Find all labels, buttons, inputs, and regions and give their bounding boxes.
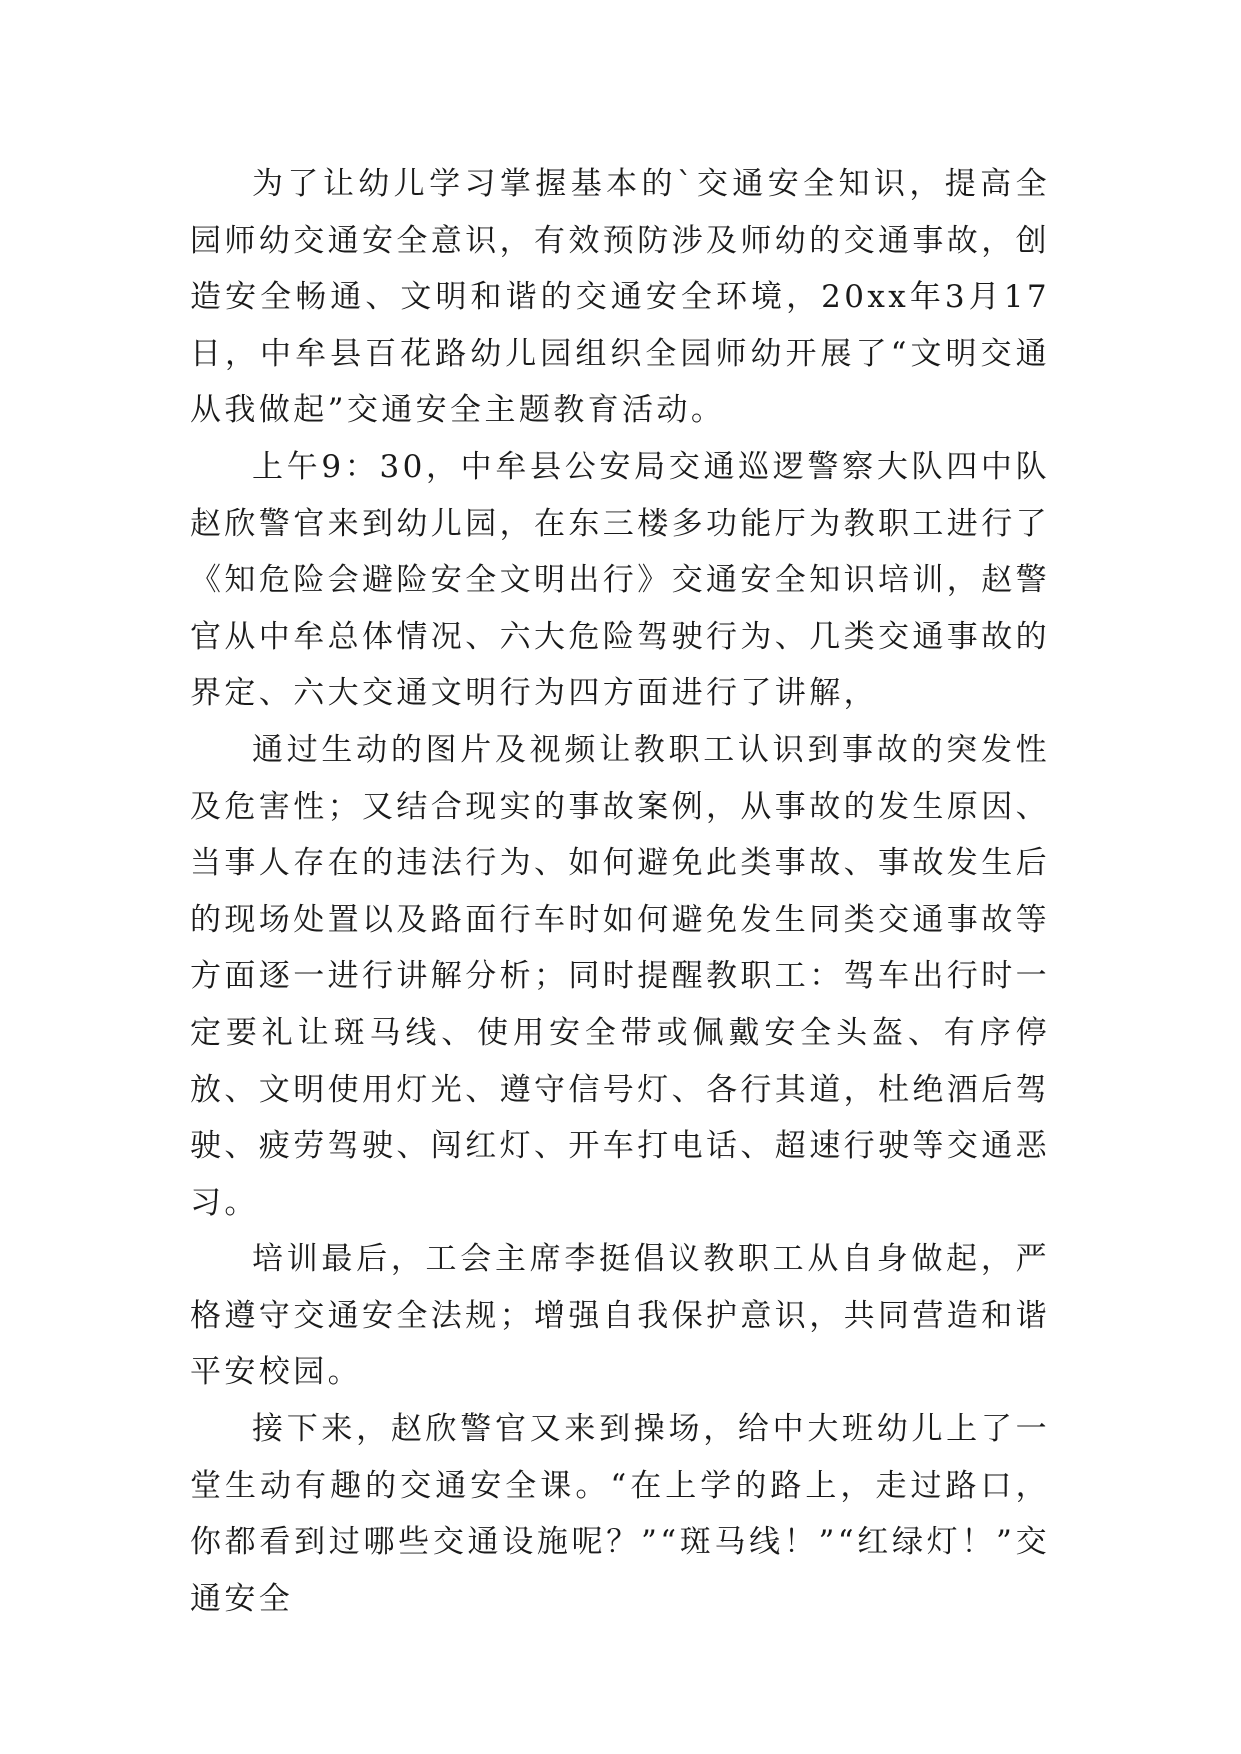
paragraph-3: 通过生动的图片及视频让教职工认识到事故的突发性及危害性；又结合现实的事故案例，从事故的发生原因、当事人存在的违法行为、如何避免此类事故、事故发生后的现场处置以及路面行车时如何避免发生同类交通事故等方面逐一进行讲解分析；同时提醒教职工：驾车出行时一定要礼让斑马线、使用安全带或佩戴安全头盔、有序停放、文明使用灯光、遵守信号灯、各行其道，杜绝酒后驾驶、疲劳驾驶、闯红灯、开车打电话、超速行驶等交通恶习。	[190, 731, 1050, 1221]
document-body	[190, 156, 1050, 1627]
paragraph-2: 上午9：30，中牟县公安局交通巡逻警察大队四中队赵欣警官来到幼儿园，在东三楼多功能厅为教职工进行了《知危险会避险安全文明出行》交通安全知识培训，赵警官从中牟总体情况、六大危险驾驶行为、几类交通事故的界定、六大交通文明行为四方面进行了讲解，	[190, 448, 1050, 712]
paragraph-1: 为了让幼儿学习掌握基本的`交通安全知识，提高全园师幼交通安全意识，有效预防涉及师幼的交通事故，创造安全畅通、文明和谐的交通安全环境，20xx年3月17日，中牟县百花路幼儿园组织全园师幼开展了“文明交通从我做起”交通安全主题教育活动。	[190, 166, 1050, 429]
paragraph-4: 培训最后，工会主席李挺倡议教职工从自身做起，严格遵守交通安全法规；增强自我保护意识，共同营造和谐平安校园。	[190, 1241, 1050, 1391]
paragraph-5: 接下来，赵欣警官又来到操场，给中大班幼儿上了一堂生动有趣的交通安全课。“在上学的路上，走过路口，你都看到过哪些交通设施呢？”“斑马线！”“红绿灯！”交通安全	[190, 1411, 1050, 1617]
